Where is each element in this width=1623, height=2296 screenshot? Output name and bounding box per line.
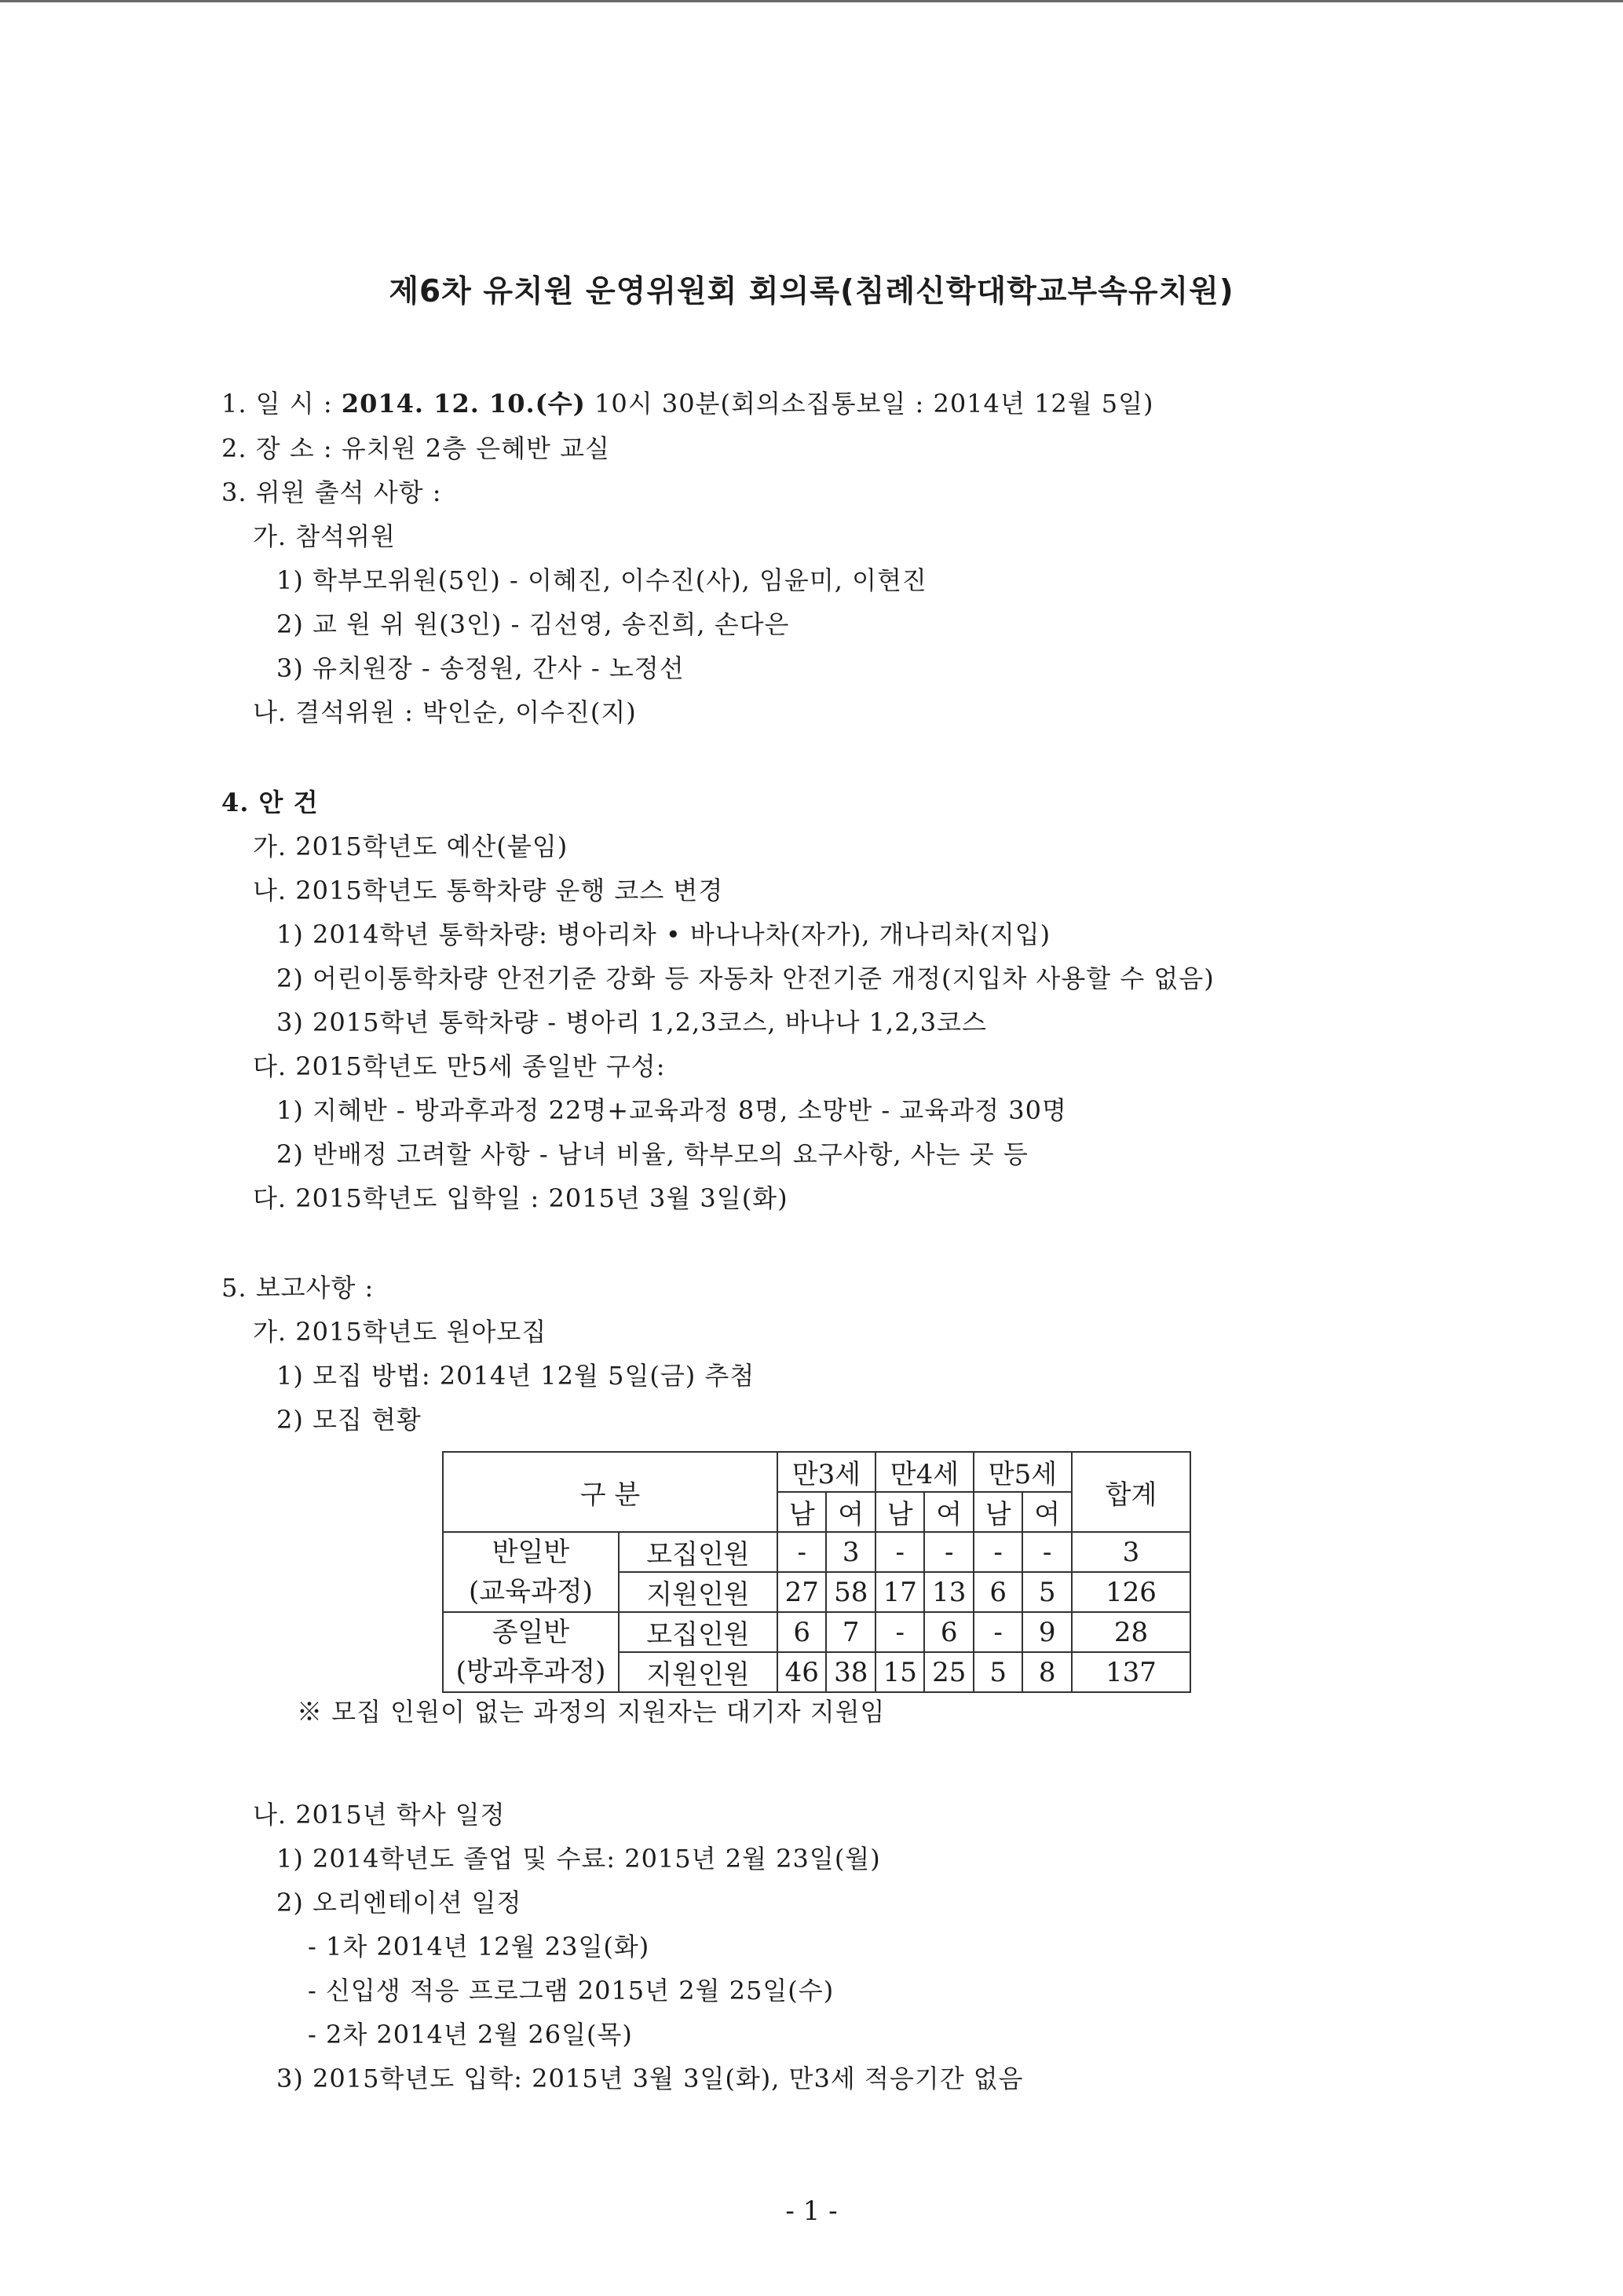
row-label: 지원인원	[619, 1652, 777, 1692]
total-cell: 126	[1072, 1572, 1190, 1612]
gender-header: 여	[924, 1492, 973, 1532]
group-sub: (방과후과정)	[455, 1656, 606, 1687]
present-director: 3) 유치원장 - 송정원, 간사 - 노정선	[276, 653, 685, 683]
schedule-item: 3) 2015학년도 입학: 2015년 3월 3일(화), 만3세 적응기간 없음	[276, 2064, 1024, 2093]
group-sub: (교육과정)	[469, 1576, 593, 1607]
table-header-row	[443, 1452, 1190, 1492]
date-value: 2014. 12. 10.(수)	[341, 389, 586, 419]
table-cell: 25	[924, 1652, 973, 1692]
total-cell: 28	[1072, 1612, 1190, 1652]
top-rule	[0, 0, 1623, 2]
agenda-item: 1) 2014학년 통학차량: 병아리차 • 바나나차(자가), 개나리차(지입)	[276, 919, 1051, 949]
schedule-item: 2) 오리엔테이션 일정	[276, 1888, 522, 1918]
group-label	[443, 1532, 619, 1612]
row-label: 모집인원	[619, 1532, 777, 1572]
age-header: 만5세	[974, 1452, 1072, 1492]
table-note: ※ 모집 인원이 없는 과정의 지원자는 대기자 지원임	[297, 1697, 886, 1727]
table-cell: -	[875, 1532, 924, 1572]
table-cell: 6	[777, 1612, 826, 1652]
total-header: 합계	[1072, 1452, 1190, 1532]
table-row	[443, 1612, 1190, 1652]
agenda-item: 나. 2015학년도 통학차량 운행 코스 변경	[253, 876, 724, 905]
table-cell: 6	[974, 1572, 1022, 1612]
present-teachers: 2) 교 원 위 원(3인) - 김선영, 송진희, 손다은	[276, 609, 790, 639]
table-cell: -	[924, 1532, 973, 1572]
date-label: 1. 일 시 :	[221, 389, 342, 419]
category-header: 구 분	[443, 1452, 777, 1532]
agenda-item: 다. 2015학년도 입학일 : 2015년 3월 3일(화)	[253, 1183, 788, 1213]
present-parents: 1) 학부모위원(5인) - 이혜진, 이수진(사), 임윤미, 이현진	[276, 565, 927, 595]
present-members-heading: 가. 참석위원	[253, 521, 396, 551]
agenda-heading: 4. 안 건	[221, 788, 319, 817]
table-row	[443, 1532, 1190, 1572]
table-cell: -	[1022, 1532, 1071, 1572]
table-cell: 5	[974, 1652, 1022, 1692]
date-rest: 10시 30분(회의소집통보일 : 2014년 12월 5일)	[585, 389, 1154, 419]
gender-header: 여	[826, 1492, 875, 1532]
agenda-item: 가. 2015학년도 예산(붙임)	[253, 832, 568, 861]
table-cell: 7	[826, 1612, 875, 1652]
document-title: 제6차 유치원 운영위원회 회의록(침례신학대학교부속유치원)	[389, 274, 1234, 309]
schedule-title: 나. 2015년 학사 일정	[253, 1800, 506, 1830]
table-cell: 5	[1022, 1572, 1071, 1612]
agenda-item: 2) 반배정 고려할 사항 - 남녀 비율, 학부모의 요구사항, 사는 곳 등	[276, 1139, 1029, 1169]
agenda-item: 3) 2015학년 통학차량 - 병아리 1,2,3코스, 바나나 1,2,3코스	[276, 1007, 987, 1037]
schedule-item: - 신입생 적응 프로그램 2015년 2월 25일(수)	[308, 1976, 835, 2005]
table-cell: 46	[777, 1652, 826, 1692]
gender-header: 남	[974, 1492, 1022, 1532]
table-cell: 6	[924, 1612, 973, 1652]
attendance-heading: 3. 위원 출석 사항 :	[221, 477, 442, 507]
table-cell: 27	[777, 1572, 826, 1612]
table-cell: 17	[875, 1572, 924, 1612]
recruitment-table	[442, 1451, 1191, 1693]
age-header: 만3세	[777, 1452, 875, 1492]
row-label: 지원인원	[619, 1572, 777, 1612]
meeting-date	[221, 388, 1154, 419]
table-cell: 15	[875, 1652, 924, 1692]
absent-members: 나. 결석위원 : 박인순, 이수진(지)	[253, 697, 637, 727]
table-cell: -	[875, 1612, 924, 1652]
table-cell: 8	[1022, 1652, 1071, 1692]
table-cell: -	[974, 1532, 1022, 1572]
agenda-item: 1) 지혜반 - 방과후과정 22명+교육과정 8명, 소망반 - 교육과정 30명	[276, 1095, 1067, 1125]
meeting-place: 2. 장 소 : 유치원 2층 은혜반 교실	[221, 433, 610, 463]
gender-header: 남	[777, 1492, 826, 1532]
table-cell: -	[974, 1612, 1022, 1652]
schedule-item: - 2차 2014년 2월 26일(목)	[308, 2020, 633, 2049]
table-cell: 13	[924, 1572, 973, 1612]
group-name: 종일반	[492, 1617, 570, 1648]
table-cell: 58	[826, 1572, 875, 1612]
recruit-status: 2) 모집 현황	[276, 1405, 422, 1435]
recruit-method: 1) 모집 방법: 2014년 12월 5일(금) 추첨	[276, 1361, 755, 1391]
age-header: 만4세	[875, 1452, 974, 1492]
agenda-item: 다. 2015학년도 만5세 종일반 구성:	[253, 1051, 666, 1081]
total-cell: 3	[1072, 1532, 1190, 1572]
recruit-title: 가. 2015학년도 원아모집	[253, 1317, 547, 1347]
schedule-item: 1) 2014학년도 졸업 및 수료: 2015년 2월 23일(월)	[276, 1844, 881, 1874]
table-cell: 3	[826, 1532, 875, 1572]
page-number: - 1 -	[785, 2195, 838, 2227]
schedule-item: - 1차 2014년 12월 23일(화)	[308, 1932, 650, 1961]
table-cell: 38	[826, 1652, 875, 1692]
table-cell: -	[777, 1532, 826, 1572]
row-label: 모집인원	[619, 1612, 777, 1652]
table-cell: 9	[1022, 1612, 1071, 1652]
group-name: 반일반	[492, 1537, 570, 1568]
total-cell: 137	[1072, 1652, 1190, 1692]
gender-header: 남	[875, 1492, 924, 1532]
report-heading: 5. 보고사항 :	[221, 1273, 375, 1303]
agenda-item: 2) 어린이통학차량 안전기준 강화 등 자동차 안전기준 개정(지입차 사용할 수 없음)	[276, 963, 1215, 993]
gender-header: 여	[1022, 1492, 1071, 1532]
group-label	[443, 1612, 619, 1692]
